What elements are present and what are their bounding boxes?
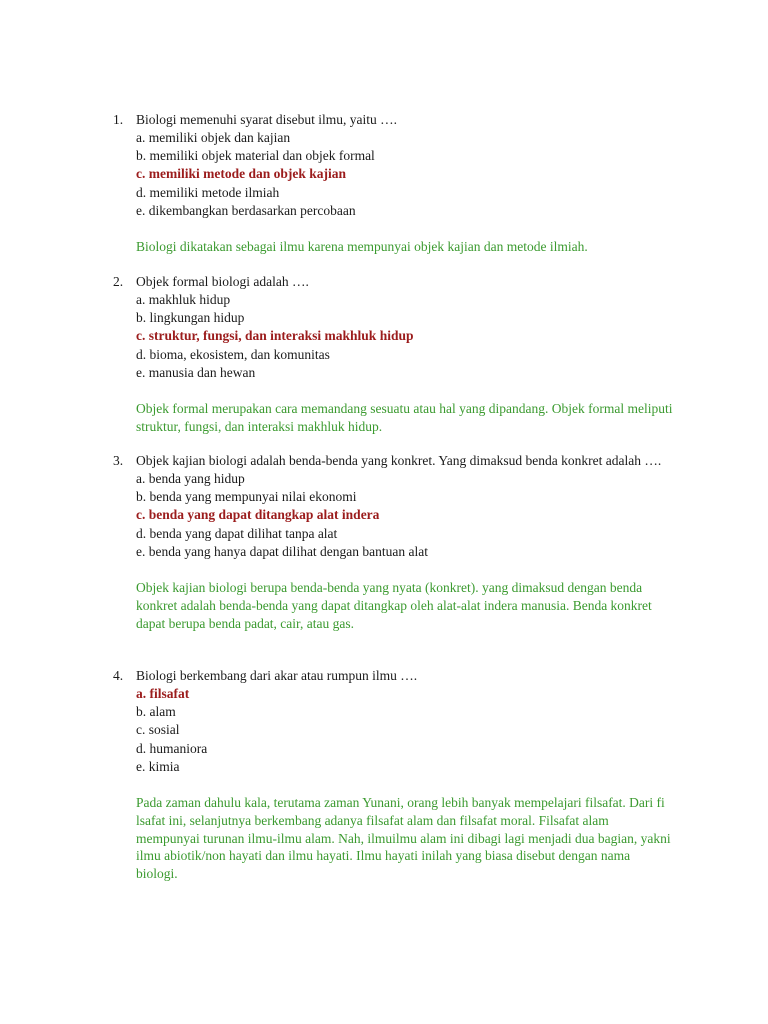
question-4-text: Biologi berkembang dari akar atau rumpun ilmu …. [136,668,418,683]
question-4-number: 4. [113,668,124,683]
question-4-option-a-correct: a. filsafat [136,686,190,701]
question-1-option-b: b. memiliki objek material dan objek formal [136,148,375,164]
question-2-option-b: b. lingkungan hidup [136,310,245,326]
question-1-stem [113,111,673,129]
question-4-option-c: c. sosial [136,722,180,738]
question-2-number: 2. [113,274,124,289]
question-4 [113,667,673,883]
question-1-text: Biologi memenuhi syarat disebut ilmu, yaitu …. [136,112,397,127]
question-4-option-b: b. alam [136,704,176,720]
question-3-option-e: e. benda yang hanya dapat dilihat dengan bantuan alat [136,543,429,559]
question-2-options [136,291,673,382]
question-4-option-e: e. kimia [136,758,180,774]
question-3-text: Objek kajian biologi adalah benda-benda yang konkret. Yang dimaksud benda konkret adalah …. [136,453,662,468]
question-1-option-d: d. memiliki metode ilmiah [136,184,280,200]
question-1-option-e: e. dikembangkan berdasarkan percobaan [136,202,356,218]
question-1-option-a: a. memiliki objek dan kajian [136,130,291,145]
question-4-explanation: Pada zaman dahulu kala, terutama zaman Yunani, orang lebih banyak mempelajari filsafat. Dari fi lsafat ini, selanjutnya berkembang adanya filsafat alam dan filsafat moral. Filsafat alam mempunyai turunan ilmu-ilmu alam. Nah, ilmuilmu alam ini dibagi lagi menjadi dua bagian, yakni ilmu abiotik/non hayati dan ilmu hayati. Ilmu hayati inilah yang biasa disebut dengan nama biologi. [136,795,671,882]
question-1-number: 1. [113,112,124,127]
question-3-number: 3. [113,453,124,468]
question-4-options [136,685,673,776]
question-2-option-e: e. manusia dan hewan [136,364,256,380]
question-1-explanation: Biologi dikatakan sebagai ilmu karena mempunyai objek kajian dan metode ilmiah. [136,239,588,255]
question-2-option-a: a. makhluk hidup [136,292,231,307]
question-2-option-c-correct: c. struktur, fungsi, dan interaksi makhluk hidup [136,328,414,344]
question-3-option-c-correct: c. benda yang dapat ditangkap alat indera [136,507,380,523]
question-2-stem [113,273,673,291]
question-3 [113,452,673,632]
question-3-option-d: d. benda yang dapat dilihat tanpa alat [136,525,338,541]
question-3-explanation: Objek kajian biologi berupa benda-benda yang nyata (konkret). yang dimaksud dengan benda konkret adalah benda-benda yang dapat ditangkap oleh alat-alat indera manusia. Benda konkret dapat berupa benda padat, cair, atau gas. [136,580,652,631]
question-3-stem [113,452,673,470]
question-1 [113,111,673,256]
question-4-stem [113,667,673,685]
question-3-option-a: a. benda yang hidup [136,471,245,486]
question-4-option-d: d. humaniora [136,740,208,756]
question-2-explanation: Objek formal merupakan cara memandang sesuatu atau hal yang dipandang. Objek formal meliputi struktur, fungsi, dan interaksi makhluk hidup. [136,401,673,434]
question-2-text: Objek formal biologi adalah …. [136,274,309,289]
question-2-option-d: d. bioma, ekosistem, dan komunitas [136,346,330,362]
question-3-options [136,470,673,561]
question-1-option-c-correct: c. memiliki metode dan objek kajian [136,166,347,182]
question-2 [113,273,673,436]
question-3-option-b: b. benda yang mempunyai nilai ekonomi [136,489,357,505]
question-1-options [136,129,673,220]
